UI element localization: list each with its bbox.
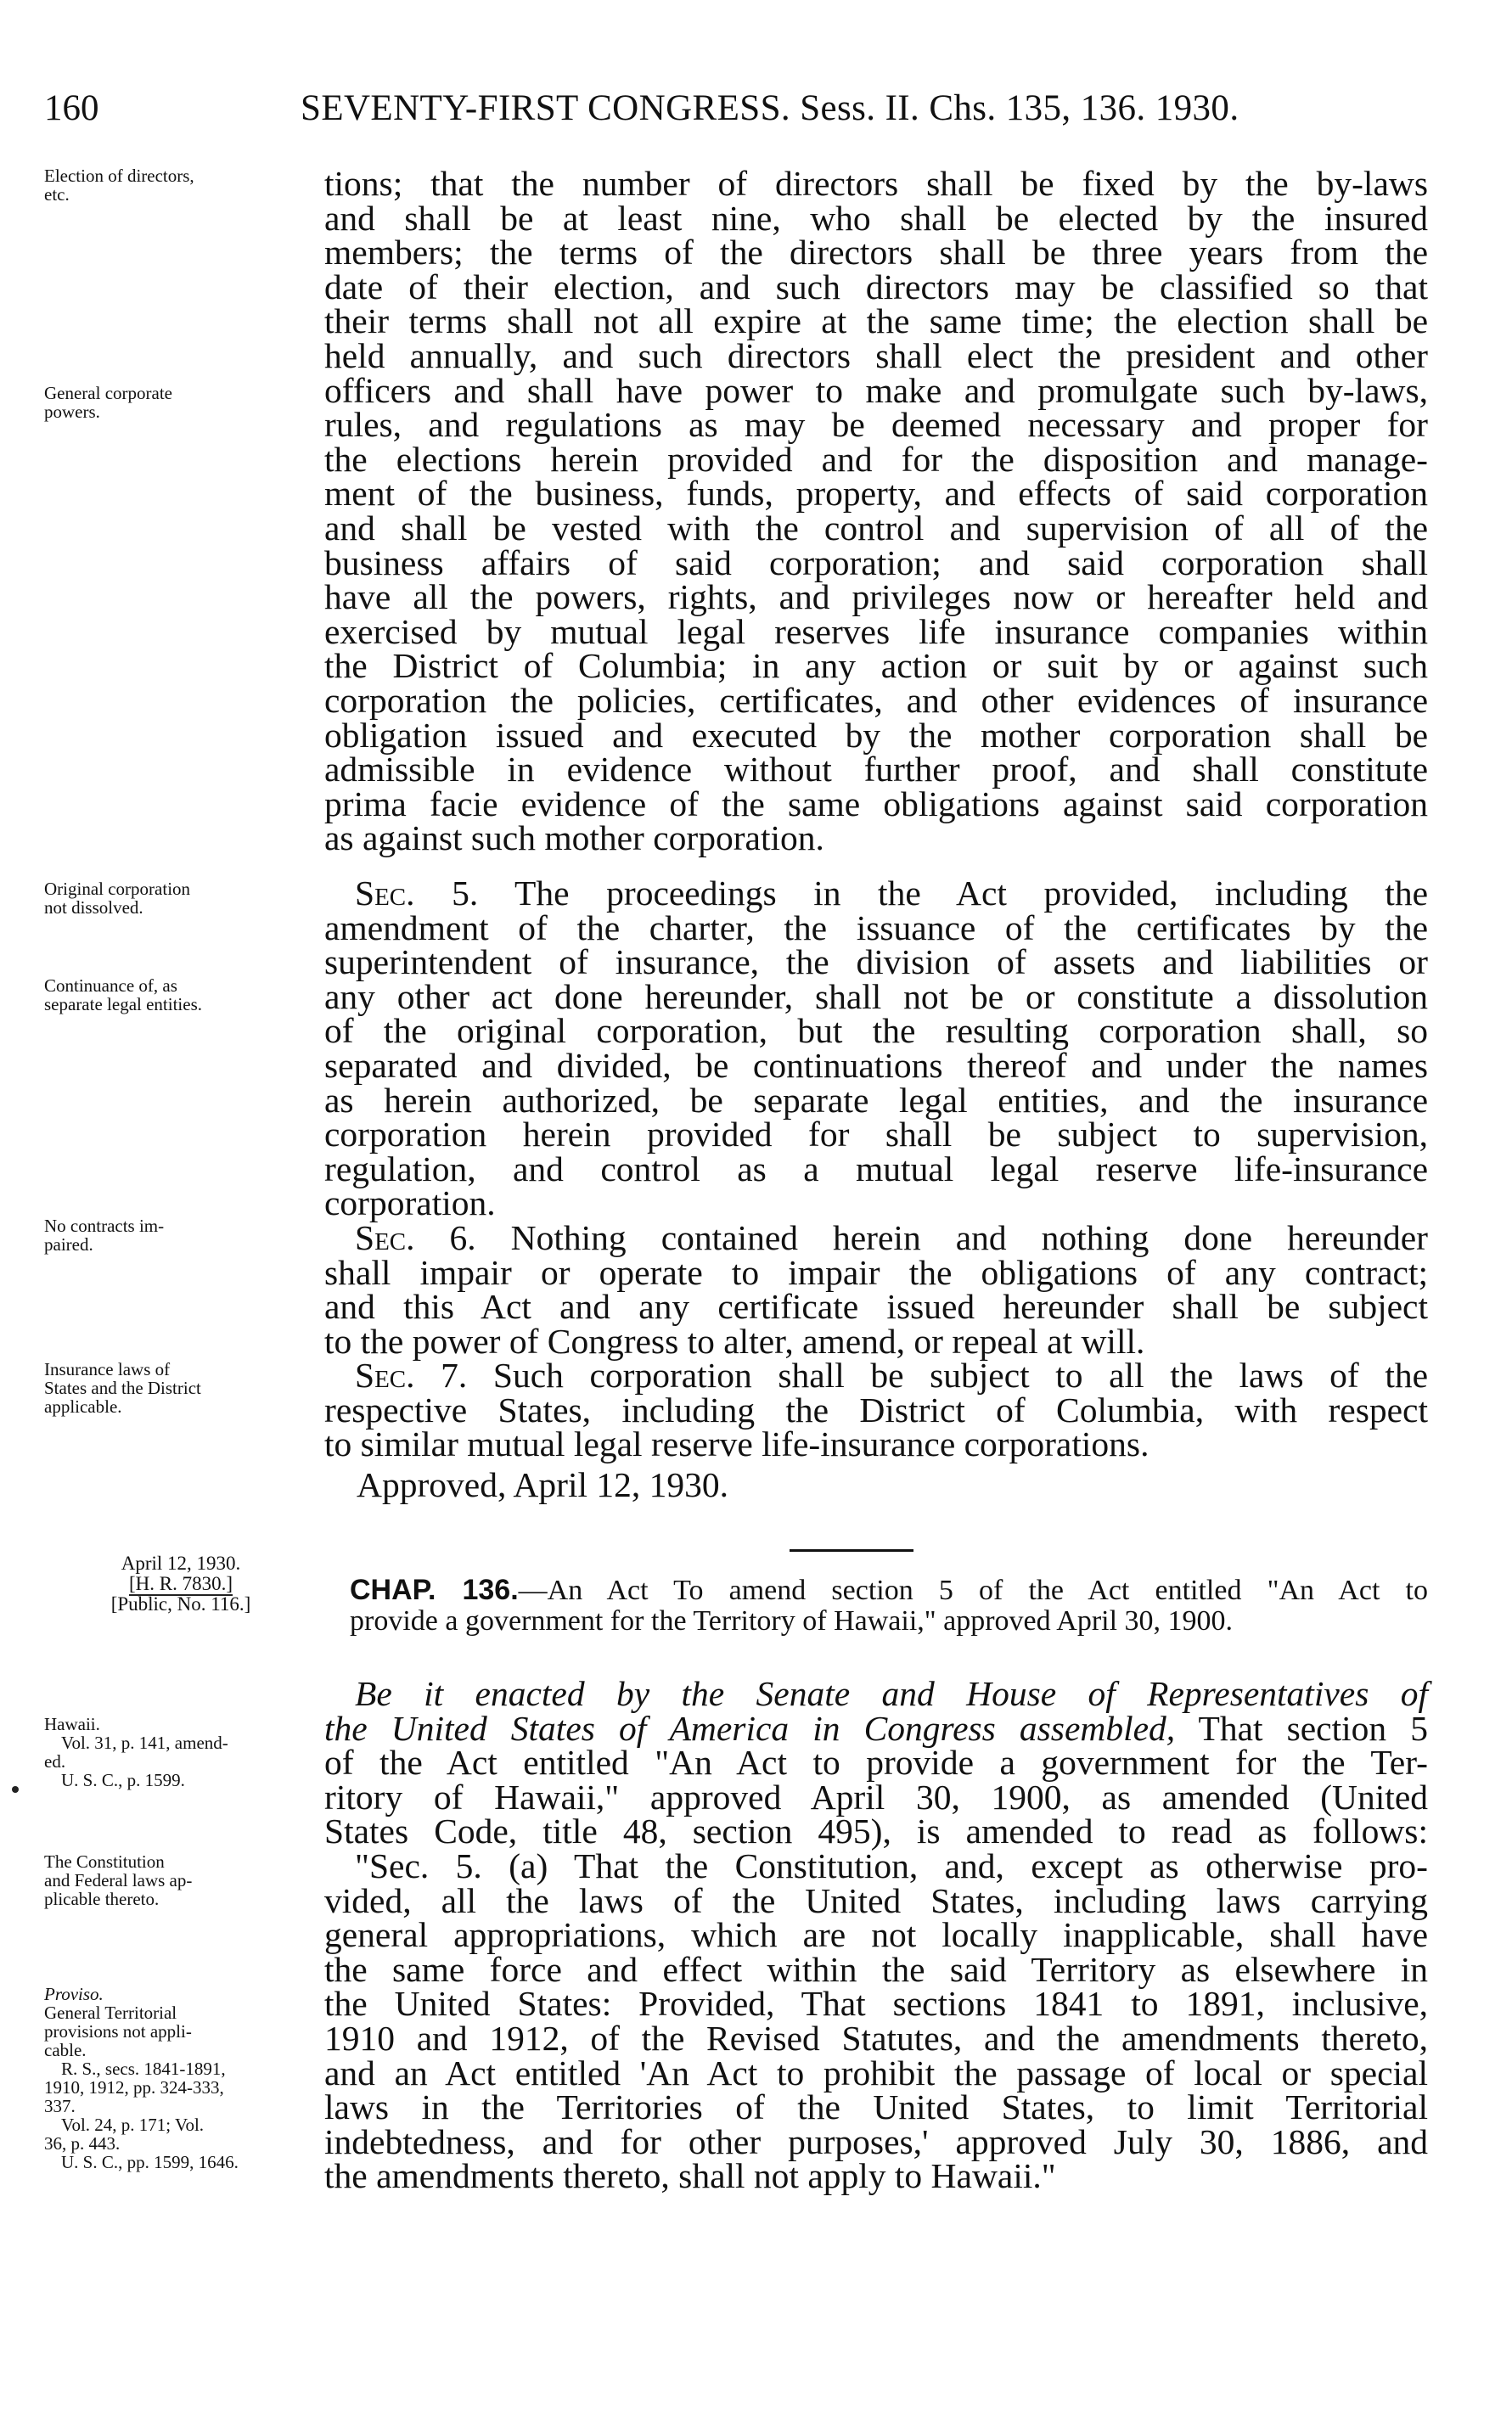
margin-note-line: ed. [44, 1751, 66, 1772]
margin-note-line: Vol. 24, p. 171; Vol. [61, 2115, 205, 2135]
chapter-label: CHAP. 136. [350, 1574, 519, 1606]
section-a-text [324, 166, 1428, 856]
running-header [44, 83, 1436, 134]
text-line [324, 1708, 1428, 1748]
section-text: The proceedings in the Act provided, including the [514, 874, 1429, 913]
margin-note-line: Hawaii. [44, 1714, 100, 1734]
enacting-clause: the United States of America in Congress assembled, [324, 1708, 1176, 1748]
text-line: corporation the policies, certificates, and other evidences of insurance [324, 680, 1428, 720]
text-line: the same force and effect within the said Territory as elsewhere in [324, 1949, 1428, 1989]
margin-note-hawaii [44, 1715, 316, 1789]
margin-note-line: General corporate [44, 383, 172, 403]
text-line: to similar mutual legal reserve life-insurance corporations. [324, 1424, 1149, 1464]
margin-note-line: provisions not appli- [44, 2021, 192, 2042]
section-5 [324, 876, 1428, 1221]
text-line: exercised by mutual legal reserves life insurance companies within [324, 611, 1428, 651]
margin-bullet [12, 1786, 19, 1793]
text-line: held annually, and such directors shall elect the president and other [324, 335, 1428, 375]
margin-note-line: 1910, 1912, pp. 324-333, [44, 2077, 224, 2098]
text-line: as against such mother corporation. [324, 818, 824, 858]
text-line: the elections herein provided and for the disposition and manage- [324, 439, 1428, 479]
text-line: rules, and regulations as may be deemed necessary and proper for [324, 405, 1428, 445]
text-line: officers and shall have power to make and promulgate such by-laws, [324, 370, 1428, 410]
text-line: corporation herein provided for shall be subject to supervision, [324, 1115, 1428, 1154]
text-line: separated and divided, be continuations thereof and under the names [324, 1045, 1428, 1085]
text-line: general appropriations, which are not locally inapplicable, shall have [324, 1915, 1428, 1955]
text-line: of the original corporation, but the resulting corporation shall, so [324, 1011, 1428, 1051]
text-line: ment of the business, funds, property, and effects of said corporation [324, 474, 1428, 514]
chapter-reference [44, 1553, 318, 1615]
section-6 [324, 1218, 1429, 1361]
enacting-line: Be it enacted by the Senate and House of Representatives of [355, 1674, 1428, 1713]
margin-note-line: General Territorial [44, 2003, 177, 2023]
section-label: Sec. 7. [355, 1356, 468, 1395]
chapter-heading-line [350, 1575, 1428, 1606]
margin-note-line: Original corporation [44, 879, 191, 899]
margin-note-line: powers. [44, 402, 100, 422]
text-line: respective States, including the District of Columbia, with respect [324, 1390, 1428, 1430]
margin-note-line: Insurance laws of [44, 1359, 171, 1379]
text-line: corporation. [324, 1183, 496, 1223]
page-number: 160 [44, 88, 99, 128]
chapter-public-law: [Public, No. 116.] [110, 1593, 251, 1615]
text-line: the United States: Provided, That sections 1841 to 1891, inclusive, [324, 1984, 1428, 2024]
margin-note-line: paired. [44, 1234, 93, 1255]
text-line: the District of Columbia; in any action or suit by or against such [324, 646, 1428, 686]
margin-note-line: No contracts im- [44, 1216, 165, 1236]
text-line: have all the powers, rights, and privileges now or hereafter held and [324, 577, 1428, 617]
margin-note-line: applicable. [44, 1396, 122, 1417]
text-line: ritory of Hawaii," approved April 30, 1900, as amended (United [324, 1777, 1428, 1817]
text-line: superintendent of insurance, the division of assets and liabilities or [324, 942, 1428, 982]
chapter-heading-line: provide a government for the Territory of Hawaii," approved April 30, 1900. [350, 1605, 1234, 1637]
margin-note-line: 337. [44, 2096, 76, 2116]
margin-note-line: U. S. C., p. 1599. [61, 1770, 185, 1790]
section-label: Sec. 5. [355, 874, 479, 913]
text-line: as herein authorized, be separate legal entities, and the insurance [324, 1080, 1428, 1120]
text-line: and shall be at least nine, who shall be elected by the insured [324, 198, 1428, 238]
text-line: regulation, and control as a mutual legal reserve life-insurance [324, 1149, 1428, 1188]
text-line: to the power of Congress to alter, amend, or repeal at will. [324, 1321, 1145, 1361]
text-line: vided, all the laws of the United States, including laws carrying [324, 1880, 1428, 1920]
margin-note-continuance [44, 976, 316, 1014]
text-line: shall impair or operate to impair the obligations of any contract; [324, 1252, 1428, 1292]
text-line: obligation issued and executed by the mother corporation shall be [324, 715, 1428, 755]
act-text [324, 1674, 1428, 2196]
margin-note-line: not dissolved. [44, 897, 143, 918]
text-line: indebtedness, and for other purposes,' approved July 30, 1886, and [324, 2121, 1428, 2161]
text-line: of the Act entitled "An Act to provide a government for the Ter- [324, 1743, 1428, 1783]
text-line: the amendments thereto, shall not apply to Hawaii." [324, 2156, 1056, 2196]
section-text: Nothing contained herein and nothing done hereunder [510, 1218, 1429, 1257]
margin-note-line: States and the District [44, 1378, 201, 1398]
margin-note-line: separate legal entities. [44, 994, 202, 1014]
running-title: SEVENTY-FIRST CONGRESS. Sess. II. Chs. 135, 136. 1930. [301, 88, 1239, 128]
chapter-date: April 12, 1930. [121, 1553, 241, 1574]
margin-note-original [44, 879, 316, 917]
section-label: Sec. 6. [355, 1218, 476, 1257]
margin-note-constitution [44, 1852, 316, 1908]
margin-note-line: U. S. C., pp. 1599, 1646. [61, 2152, 239, 2172]
margin-note-line: R. S., secs. 1841-1891, [61, 2059, 226, 2079]
section-7 [324, 1358, 1428, 1462]
enacting-rest: That section 5 [1198, 1708, 1428, 1748]
margin-note-line: 36, p. 443. [44, 2133, 121, 2154]
margin-note-general-powers [44, 384, 316, 421]
chapter-divider [790, 1549, 913, 1552]
text-line: "Sec. 5. (a) That the Constitution, and, except as otherwise pro- [355, 1845, 1428, 1885]
text-line [324, 876, 1428, 911]
text-line: any other act done hereunder, shall not be or constitute a dissolution [324, 976, 1428, 1016]
margin-note-line: Proviso. [44, 1984, 104, 2004]
text-line: States Code, title 48, section 495), is amended to read as follows: [324, 1812, 1428, 1851]
bill-number: [H. R. 7830.] [128, 1573, 233, 1594]
chapter-bill [44, 1574, 318, 1594]
margin-note-insurance-laws [44, 1360, 316, 1416]
text-line [324, 1218, 1429, 1257]
text-line: date of their election, and such directors may be classified so that [324, 267, 1428, 306]
text-line: laws in the Territories of the United States, to limit Territorial [324, 2087, 1428, 2127]
margin-note-line: cable. [44, 2040, 87, 2060]
margin-note-line: plicable thereto. [44, 1889, 160, 1909]
margin-note-line: and Federal laws ap- [44, 1870, 193, 1890]
section-text: Such corporation shall be subject to all the laws of the [492, 1356, 1429, 1395]
approval-date: Approved, April 12, 1930. [357, 1465, 729, 1504]
text-line [324, 1358, 1428, 1393]
text-line: amendment of the charter, the issuance of the certificates by the [324, 907, 1428, 947]
text-line: admissible in evidence without further proof, and shall constitute [324, 750, 1428, 789]
margin-note-line: Continuance of, as [44, 975, 177, 996]
text-line: and this Act and any certificate issued hereunder shall be subject [324, 1287, 1428, 1327]
margin-note-line: Election of directors, [44, 166, 194, 186]
text-line: their terms shall not all expire at the same time; the election shall be [324, 301, 1428, 341]
text-line: tions; that the number of directors shall be fixed by the by-laws [324, 164, 1428, 203]
margin-note-proviso [44, 1985, 316, 2171]
text-line: and shall be vested with the control and supervision of all of the [324, 508, 1428, 548]
text-line: and an Act entitled 'An Act to prohibit the passage of local or special [324, 2053, 1428, 2093]
text-line: business affairs of said corporation; and said corporation shall [324, 542, 1428, 582]
margin-note-line: Vol. 31, p. 141, amend- [61, 1733, 228, 1753]
chapter-title: —An Act To amend section 5 of the Act entitled "An Act to [518, 1575, 1428, 1606]
text-line: members; the terms of the directors shall be three years from the [324, 233, 1428, 272]
margin-note-line: The Constitution [44, 1851, 165, 1872]
text-line: prima facie evidence of the same obligations against said corporation [324, 784, 1428, 823]
margin-note-no-contracts [44, 1216, 316, 1254]
margin-note-line: etc. [44, 184, 70, 205]
chapter-heading [350, 1575, 1428, 1637]
margin-note-election [44, 166, 316, 204]
text-line: 1910 and 1912, of the Revised Statutes, and the amendments thereto, [324, 2018, 1428, 2058]
